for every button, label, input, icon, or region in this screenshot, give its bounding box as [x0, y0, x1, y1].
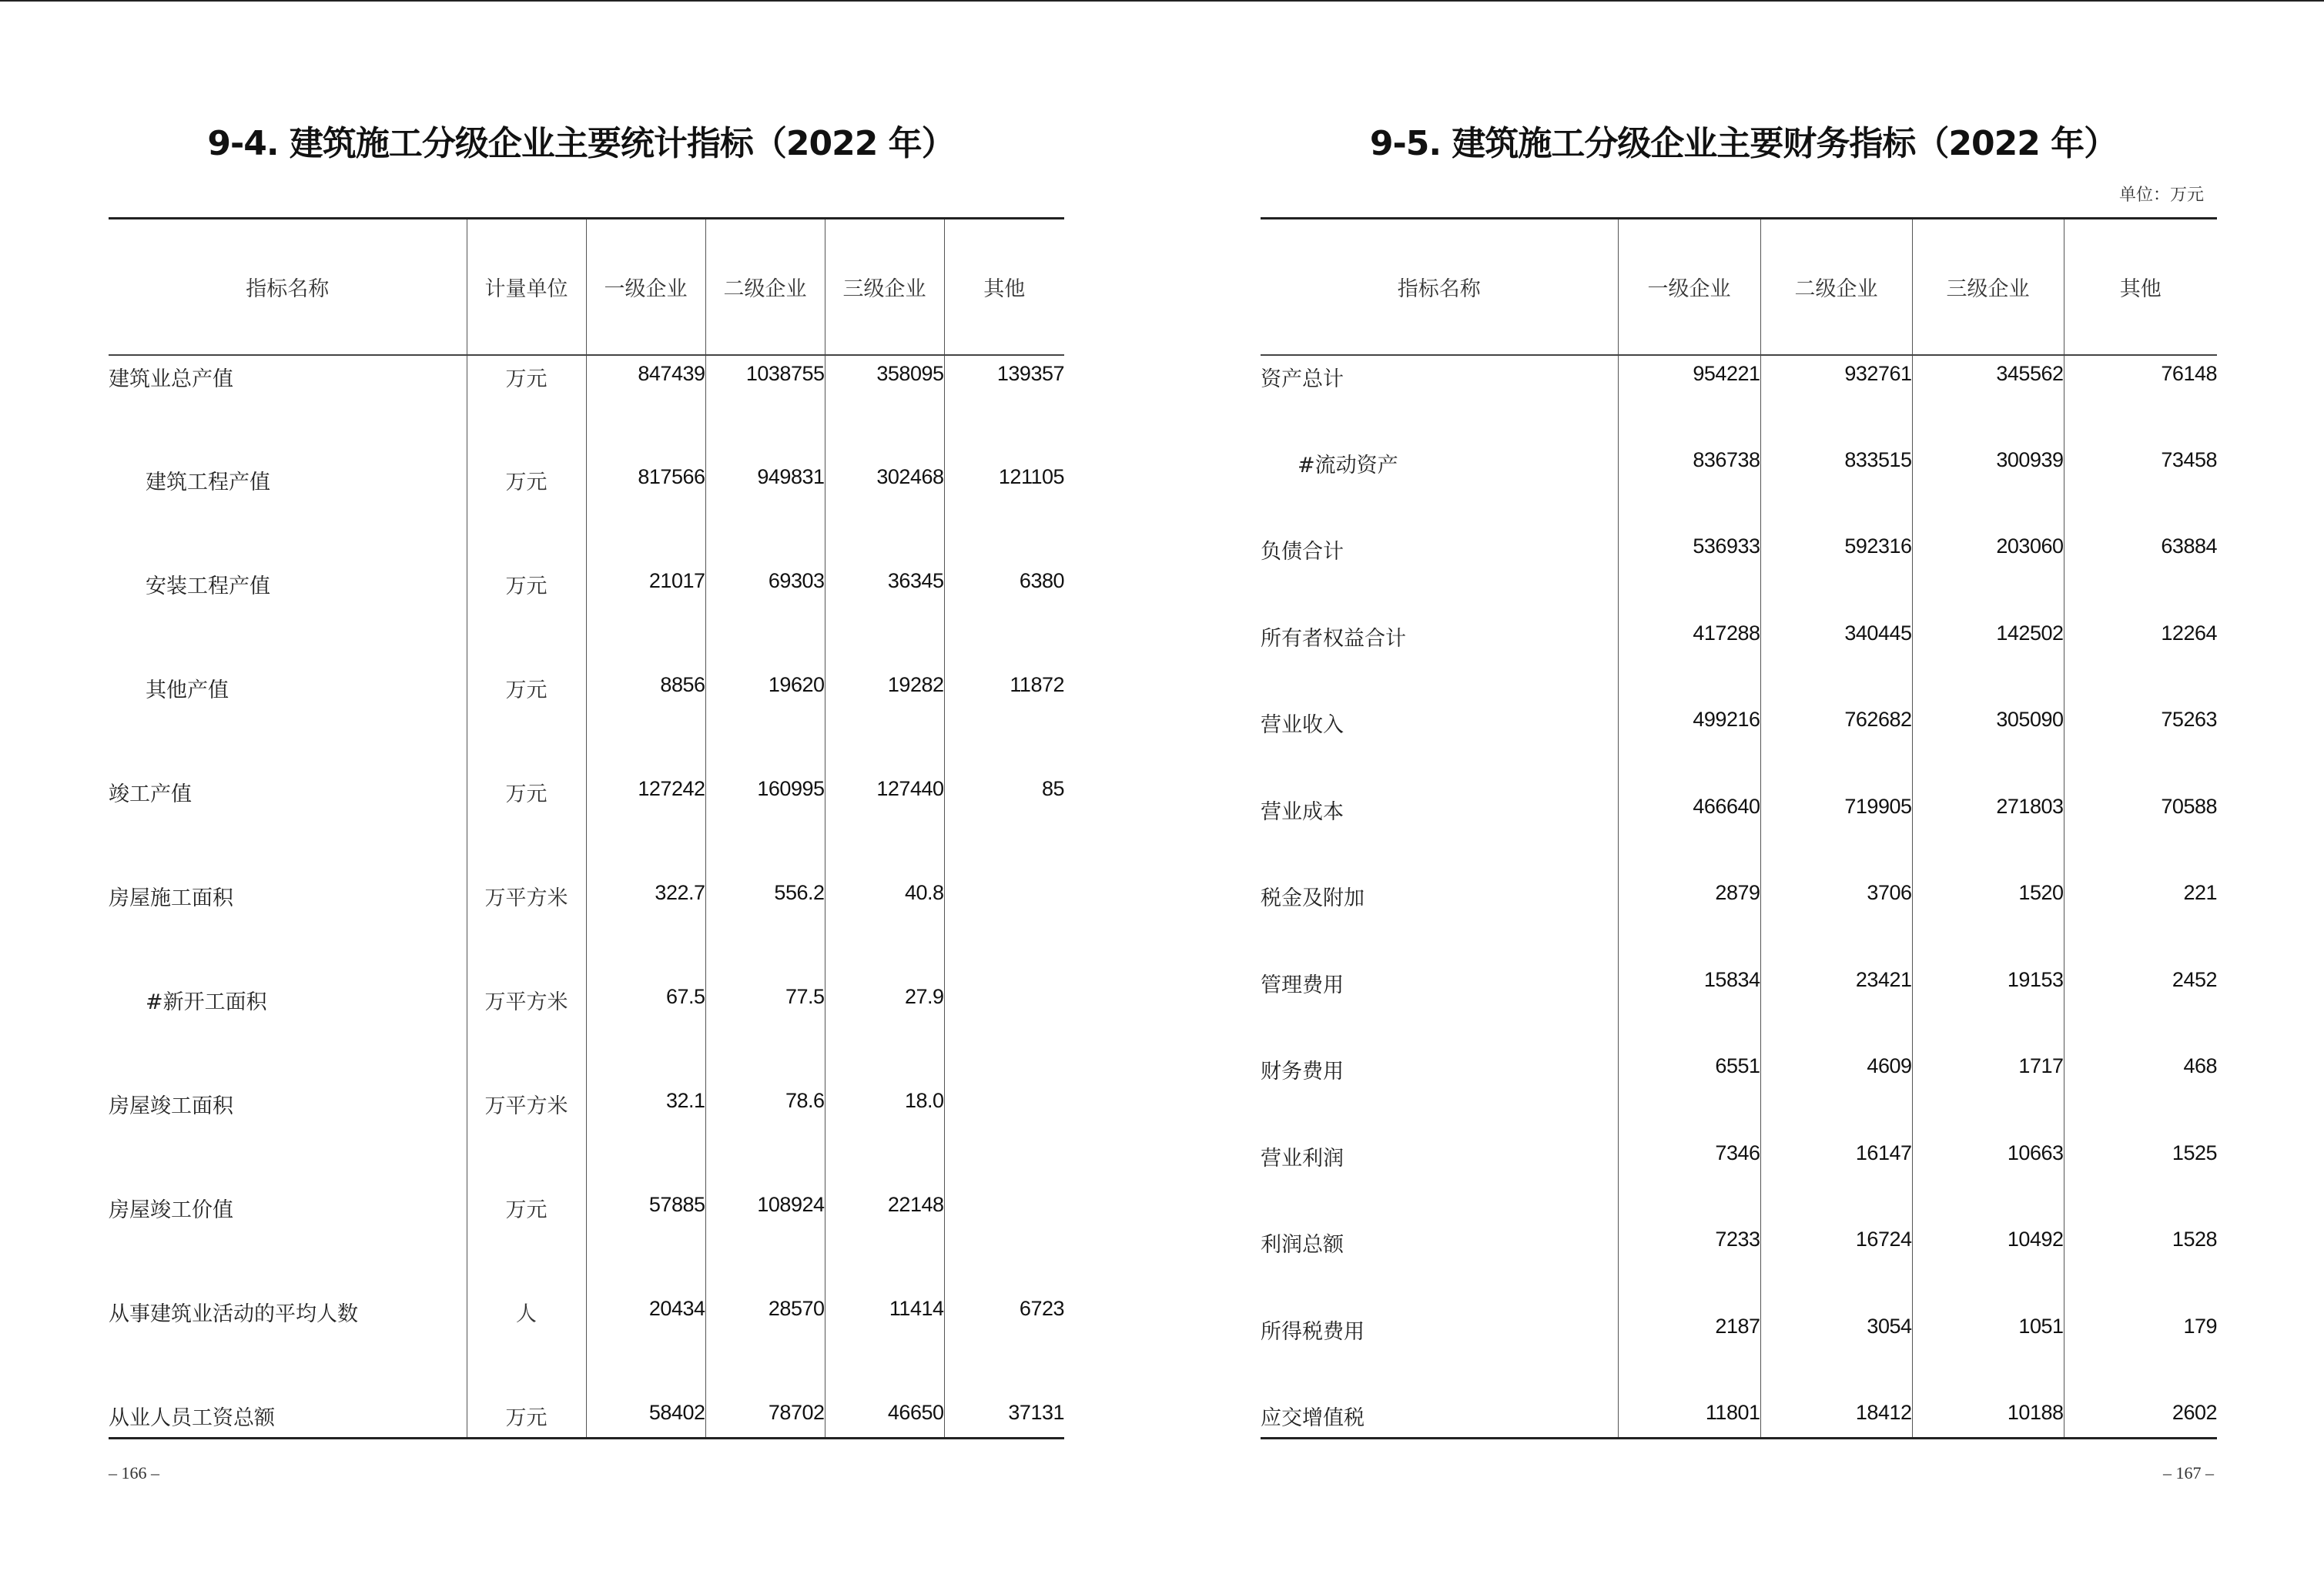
indicator-name-cell: 安装工程产值: [109, 563, 467, 667]
value-cell-grade2: 4609: [1760, 1048, 1912, 1135]
value-cell-other: [944, 979, 1064, 1083]
value-cell-other: 76148: [2161, 362, 2217, 385]
value-cell-grade1: 67.5: [586, 979, 705, 1083]
value-cell-grade1: 847439: [586, 355, 705, 459]
indicator-name-cell: 其他产值: [109, 667, 467, 771]
value-cell-grade1: 954221: [1618, 355, 1760, 442]
value-cell-grade2: 78702: [705, 1395, 825, 1438]
value-cell-grade2: 19620: [705, 667, 825, 771]
value-cell-grade1: 15834: [1618, 962, 1760, 1049]
table-row: [1261, 355, 2217, 442]
table-row: [1261, 1395, 2217, 1438]
indicator-name-cell: 从业人员工资总额: [109, 1395, 467, 1438]
value-cell-grade1: 2879: [1618, 875, 1760, 962]
value-cell-grade3: 203060: [1912, 528, 2064, 615]
indicator-name-cell: 竣工产值: [109, 771, 467, 875]
value-cell-grade1: 20434: [586, 1291, 705, 1395]
right-page: [1162, 0, 2324, 1588]
value-cell-grade1: 7346: [1618, 1135, 1760, 1222]
value-cell-other: 179: [2183, 1314, 2217, 1338]
unit-cell: 万元: [467, 667, 586, 771]
unit-cell: 万元: [467, 355, 586, 459]
value-cell-grade1: 21017: [586, 563, 705, 667]
column-header: 其他: [944, 219, 1064, 356]
value-cell-other: 2452: [2172, 967, 2217, 991]
value-cell-grade2: 160995: [705, 771, 825, 875]
table-row: [1261, 789, 2217, 876]
value-cell-grade3: 300939: [1912, 442, 2064, 529]
value-cell-grade2: 77.5: [705, 979, 825, 1083]
value-cell-grade1: 32.1: [586, 1083, 705, 1187]
indicator-name-cell: 房屋竣工价值: [109, 1187, 467, 1291]
indicator-name-cell: 负债合计: [1261, 528, 1618, 615]
indicator-name-cell: 所有者权益合计: [1261, 615, 1618, 702]
value-cell-grade2: 18412: [1760, 1395, 1912, 1438]
value-cell-other: 75263: [2161, 708, 2217, 731]
table-row: [1261, 875, 2217, 962]
value-cell-grade2: 78.6: [705, 1083, 825, 1187]
value-cell-grade2: 3054: [1760, 1308, 1912, 1395]
right-table-title: 9-5. 建筑施工分级企业主要财务指标（2022 年）: [1369, 124, 2118, 163]
value-cell-other: 1528: [2172, 1228, 2217, 1251]
indicator-name-cell: 房屋施工面积: [109, 875, 467, 979]
table-row: [109, 875, 1064, 979]
value-cell-grade1: 536933: [1618, 528, 1760, 615]
indicator-name-cell: 营业成本: [1261, 789, 1618, 876]
table-row: [109, 979, 1064, 1083]
value-cell-grade3: 40.8: [825, 875, 944, 979]
value-cell-grade1: 11801: [1618, 1395, 1760, 1438]
indicator-name-cell: 财务费用: [1261, 1048, 1618, 1135]
value-cell-grade3: 305090: [1912, 702, 2064, 789]
table-row: [1261, 1048, 2217, 1135]
value-cell-grade2: 762682: [1760, 702, 1912, 789]
value-cell-grade1: 2187: [1618, 1308, 1760, 1395]
value-cell-grade1: 322.7: [586, 875, 705, 979]
value-cell-other: 6380: [1019, 569, 1064, 592]
value-cell-grade2: 340445: [1760, 615, 1912, 702]
indicator-name-cell: #新开工面积: [109, 979, 467, 1083]
value-cell-grade2: 16147: [1760, 1135, 1912, 1222]
indicator-name-cell: 建筑业总产值: [109, 355, 467, 459]
value-cell-other: 468: [2183, 1054, 2217, 1077]
value-cell-grade3: 10188: [1912, 1395, 2064, 1438]
financial-indicators-table: [1261, 217, 2217, 1439]
indicator-name-cell: 利润总额: [1261, 1221, 1618, 1308]
value-cell-grade3: 22148: [825, 1187, 944, 1291]
table-row: [1261, 528, 2217, 615]
value-cell-other: [944, 1083, 1064, 1187]
column-header: 二级企业: [705, 219, 825, 356]
table-row: [1261, 442, 2217, 529]
value-cell-grade2: 3706: [1760, 875, 1912, 962]
column-header: 其他: [2064, 219, 2217, 356]
unit-cell: 万元: [467, 1395, 586, 1438]
value-cell-grade1: 7233: [1618, 1221, 1760, 1308]
page-number: – 167 –: [2163, 1463, 2214, 1482]
value-cell-grade2: 108924: [705, 1187, 825, 1291]
table-row: [109, 1291, 1064, 1395]
indicator-name-cell: 应交增值税: [1261, 1395, 1618, 1438]
value-cell-other: [944, 1187, 1064, 1291]
unit-note: 单位：万元: [2119, 186, 2205, 205]
table-row: [1261, 702, 2217, 789]
value-cell-other: 1525: [2172, 1141, 2217, 1164]
value-cell-grade3: 271803: [1912, 789, 2064, 876]
unit-cell: 人: [467, 1291, 586, 1395]
indicator-name-cell: 税金及附加: [1261, 875, 1618, 962]
unit-cell: 万元: [467, 771, 586, 875]
value-cell-other: [944, 875, 1064, 979]
table-row: [1261, 962, 2217, 1049]
value-cell-grade1: 499216: [1618, 702, 1760, 789]
indicator-name-cell: 建筑工程产值: [109, 459, 467, 563]
value-cell-grade3: 1717: [1912, 1048, 2064, 1135]
table-row: [109, 459, 1064, 563]
value-cell-grade3: 11414: [825, 1291, 944, 1395]
table-row: [1261, 1221, 2217, 1308]
value-cell-grade3: 36345: [825, 563, 944, 667]
value-cell-other: 37131: [1008, 1401, 1064, 1424]
column-header: 计量单位: [467, 219, 586, 356]
value-cell-grade3: 345562: [1912, 355, 2064, 442]
value-cell-grade2: 949831: [705, 459, 825, 563]
value-cell-grade2: 556.2: [705, 875, 825, 979]
value-cell-other: 221: [2183, 881, 2217, 904]
indicator-name-cell: 所得税费用: [1261, 1308, 1618, 1395]
unit-cell: 万平方米: [467, 1083, 586, 1187]
value-cell-grade3: 19282: [825, 667, 944, 771]
indicator-name-cell: 从事建筑业活动的平均人数: [109, 1291, 467, 1395]
unit-cell: 万元: [467, 459, 586, 563]
table-row: [1261, 615, 2217, 702]
value-cell-grade3: 46650: [825, 1395, 944, 1438]
column-header: 三级企业: [825, 219, 944, 356]
left-table-title: 9-4. 建筑施工分级企业主要统计指标（2022 年）: [207, 124, 955, 163]
value-cell-other: 70588: [2161, 794, 2217, 818]
unit-cell: 万平方米: [467, 875, 586, 979]
value-cell-grade3: 10663: [1912, 1135, 2064, 1222]
unit-cell: 万平方米: [467, 979, 586, 1083]
value-cell-grade2: 16724: [1760, 1221, 1912, 1308]
value-cell-grade1: 466640: [1618, 789, 1760, 876]
value-cell-other: 6723: [1019, 1297, 1064, 1320]
value-cell-other: 73458: [2161, 447, 2217, 471]
table-row: [1261, 1308, 2217, 1395]
value-cell-grade2: 28570: [705, 1291, 825, 1395]
value-cell-grade2: 932761: [1760, 355, 1912, 442]
value-cell-other: 121105: [998, 465, 1064, 488]
table-header-row: [1261, 219, 2217, 356]
column-header: 一级企业: [586, 219, 705, 356]
indicator-name-cell: 资产总计: [1261, 355, 1618, 442]
table-row: [109, 563, 1064, 667]
value-cell-grade1: 6551: [1618, 1048, 1760, 1135]
value-cell-other: 63884: [2161, 534, 2217, 558]
column-header: 一级企业: [1618, 219, 1760, 356]
value-cell-other: 139357: [996, 362, 1064, 385]
table-row: [109, 771, 1064, 875]
value-cell-grade3: 10492: [1912, 1221, 2064, 1308]
value-cell-grade2: 1038755: [705, 355, 825, 459]
value-cell-grade1: 417288: [1618, 615, 1760, 702]
value-cell-other: 11872: [1010, 673, 1064, 696]
value-cell-grade3: 358095: [825, 355, 944, 459]
value-cell-grade1: 817566: [586, 459, 705, 563]
column-header: 三级企业: [1912, 219, 2064, 356]
value-cell-other: 2602: [2172, 1401, 2217, 1424]
value-cell-other: 12264: [2161, 621, 2217, 645]
value-cell-grade1: 127242: [586, 771, 705, 875]
value-cell-grade3: 19153: [1912, 962, 2064, 1049]
table-row: [109, 1187, 1064, 1291]
value-cell-grade3: 142502: [1912, 615, 2064, 702]
value-cell-grade1: 8856: [586, 667, 705, 771]
value-cell-grade3: 27.9: [825, 979, 944, 1083]
value-cell-grade1: 836738: [1618, 442, 1760, 529]
table-row: [1261, 1135, 2217, 1222]
statistical-indicators-table: [109, 217, 1064, 1439]
page-number: – 166 –: [109, 1463, 159, 1482]
value-cell-grade1: 57885: [586, 1187, 705, 1291]
value-cell-grade2: 23421: [1760, 962, 1912, 1049]
column-header: 指标名称: [109, 219, 467, 356]
value-cell-grade3: 127440: [825, 771, 944, 875]
value-cell-grade3: 302468: [825, 459, 944, 563]
indicator-name-cell: #流动资产: [1261, 442, 1618, 529]
value-cell-grade1: 58402: [586, 1395, 705, 1438]
value-cell-other: 85: [1041, 777, 1064, 800]
column-header: 指标名称: [1261, 219, 1618, 356]
table-row: [109, 355, 1064, 459]
value-cell-grade2: 719905: [1760, 789, 1912, 876]
value-cell-grade2: 592316: [1760, 528, 1912, 615]
value-cell-grade3: 18.0: [825, 1083, 944, 1187]
value-cell-grade2: 69303: [705, 563, 825, 667]
table-row: [109, 1083, 1064, 1187]
table-row: [109, 667, 1064, 771]
indicator-name-cell: 营业利润: [1261, 1135, 1618, 1222]
unit-cell: 万元: [467, 563, 586, 667]
indicator-name-cell: 房屋竣工面积: [109, 1083, 467, 1187]
value-cell-grade2: 833515: [1760, 442, 1912, 529]
indicator-name-cell: 管理费用: [1261, 962, 1618, 1049]
value-cell-grade3: 1520: [1912, 875, 2064, 962]
unit-cell: 万元: [467, 1187, 586, 1291]
column-header: 二级企业: [1760, 219, 1912, 356]
table-header-row: [109, 219, 1064, 356]
table-row: [109, 1395, 1064, 1438]
value-cell-grade3: 1051: [1912, 1308, 2064, 1395]
indicator-name-cell: 营业收入: [1261, 702, 1618, 789]
